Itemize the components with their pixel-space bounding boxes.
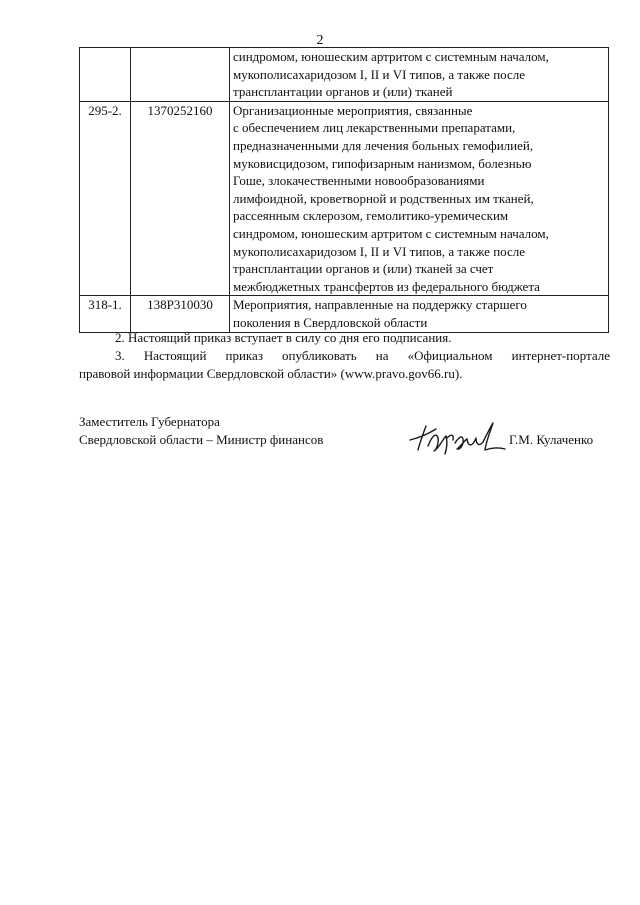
description-line: рассеянным склерозом, гемолитико-уремическим — [233, 208, 509, 224]
budget-code: 1370252160 — [131, 101, 230, 296]
handwritten-signature — [406, 420, 508, 460]
row-number — [80, 48, 131, 102]
description-line: синдромом, юношеским артритом с системным началом, — [233, 225, 549, 241]
description-line: лимфоидной, кроветворной и родственных им тканей, — [233, 190, 534, 206]
expense-description — [230, 296, 609, 332]
budget-code — [131, 48, 230, 102]
paragraph-2: 2. Настоящий приказ вступает в силу со дня его подписания. — [115, 330, 452, 345]
description-line: межбюджетных трансфертов из федерального бюджета — [233, 278, 540, 294]
signer-position-line-1: Заместитель Губернатора — [79, 414, 220, 429]
description-line: трансплантации органов и (или) тканей за счет — [233, 261, 494, 277]
page-number: 2 — [316, 33, 324, 48]
expense-description — [230, 101, 609, 296]
description-line: синдромом, юношеским артритом с системным началом, — [233, 49, 549, 64]
description-line: Гоше, злокачественными новообразованиями — [233, 173, 485, 189]
description-line: Организационные мероприятия, связанные — [233, 102, 473, 118]
table-row — [80, 296, 609, 332]
row-number: 318-1. — [80, 296, 131, 332]
paragraph-3-line-1: 3. Настоящий приказ опубликовать на «Официальном интернет-портале — [115, 348, 610, 363]
description-line: Мероприятия, направленные на поддержку старшего — [233, 297, 527, 313]
description-line: трансплантации органов и (или) тканей — [233, 84, 453, 100]
table-row — [80, 101, 609, 296]
signer-position — [79, 413, 323, 448]
signer-position-line-2: Свердловской области – Министр финансов — [79, 431, 324, 447]
expense-description — [230, 48, 609, 102]
description-line: мукополисахаридозом I, II и VI типов, а также после — [233, 243, 525, 259]
budget-codes-table — [79, 47, 609, 333]
description-line: предназначенными для лечения больных гемофилией, — [233, 137, 534, 153]
paragraph-3-line-2: правовой информации Свердловской области» (www.pravo.gov66.ru). — [79, 366, 463, 381]
signer-name: Г.М. Кулаченко — [509, 432, 594, 447]
description-line: с обеспечением лиц лекарственными препаратами, — [233, 120, 516, 136]
table-row — [80, 48, 609, 102]
budget-code: 138P310030 — [131, 296, 230, 332]
row-number: 295-2. — [80, 101, 131, 296]
description-line: мукополисахаридозом I, II и VI типов, а также после — [233, 66, 525, 82]
description-line: поколения в Свердловской области — [233, 314, 428, 330]
description-line: муковисцидозом, гипофизарным нанизмом, болезнью — [233, 155, 532, 171]
